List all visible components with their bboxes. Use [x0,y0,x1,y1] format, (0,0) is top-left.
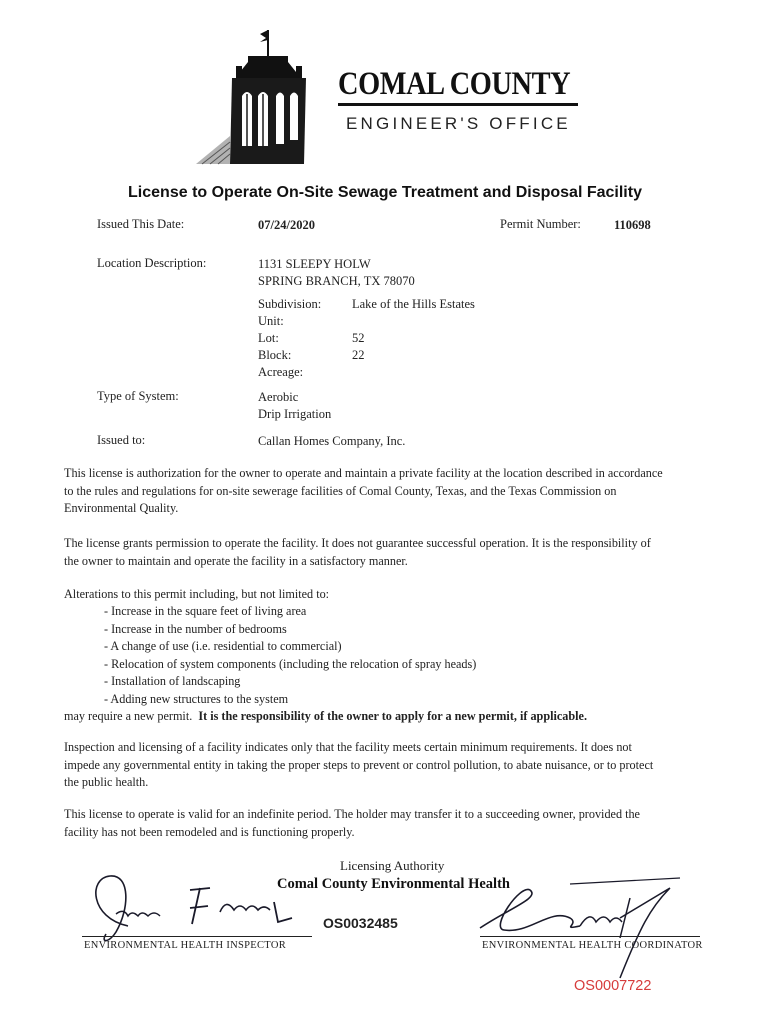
subdivision-value: Lake of the Hills Estates [352,297,475,311]
alterations-intro: Alterations to this permit including, but not limited to: [64,587,330,601]
system-type-line-1: Aerobic [258,390,299,404]
lot-value: 52 [352,331,365,345]
inspector-signature-line [82,936,312,937]
alterations-tail [64,708,664,726]
location-label: Location Description: [97,256,207,270]
system-type-label: Type of System: [97,389,179,403]
address-line-1: 1131 SLEEPY HOLW [258,257,371,271]
list-item: - A change of use (i.e. residential to commercial) [104,639,342,653]
licensing-authority-name: Comal County Environmental Health [277,876,510,892]
owner-responsibility-note: It is the responsibility of the owner to apply for a new permit, if applicable. [198,709,588,723]
list-item: - Increase in the number of bedrooms [104,621,287,636]
coordinator-caption: ENVIRONMENTAL HEALTH COORDINATOR [482,940,703,951]
permit-number-value: 110698 [614,218,651,232]
acreage-label: Acreage: [258,365,304,379]
list-item: - Increase in the square feet of living area [104,604,307,618]
inspector-caption: ENVIRONMENTAL HEALTH INSPECTOR [84,940,287,951]
inspector-code: OS0032485 [323,915,398,931]
list-item: - Relocation of system components (including the relocation of spray heads) [104,656,477,671]
system-type-line-2: Drip Irrigation [258,407,332,421]
address-line-2: SPRING BRANCH, TX 78070 [258,274,415,288]
issued-to-value: Callan Homes Company, Inc. [258,434,406,448]
coordinator-signature [470,868,710,988]
logo-divider [338,103,578,106]
courthouse-tower-icon [196,24,336,174]
permit-number-label: Permit Number: [500,217,581,231]
licensing-authority-label: Licensing Authority [340,858,445,873]
block-label: Block: [258,348,292,362]
coordinator-signature-line [480,936,700,937]
inspection-paragraph: Inspection and licensing of a facility indicates only that the facility meets certain minimum requirements. It does not impede any governmental entity in taking the proper steps to prevent or control pollution, to abate nuisance, or to protect the public health. [64,740,654,789]
unit-label: Unit: [258,314,284,328]
alterations-list [104,603,664,708]
subdivision-label: Subdivision: [258,297,322,311]
lot-label: Lot: [258,331,279,345]
validity-paragraph: This license to operate is valid for an indefinite period. The holder may transfer it to a succeeding owner, provided the facility has not been remodeled and is functioning properly. [64,807,640,839]
document-title: License to Operate On-Site Sewage Treatment and Disposal Facility [128,184,642,201]
authorization-paragraph: This license is authorization for the owner to operate and maintain a private facility at the location described in accordance to the rules and regulations for on-site sewerage facilities of Comal County, Texas, and the Texas Commission on Environmental Quality. [64,466,663,515]
coordinator-code: OS0007722 [574,978,652,994]
issued-date-label: Issued This Date: [97,217,185,231]
office-name: ENGINEER'S OFFICE [346,114,571,133]
issued-date-value: 07/24/2020 [258,218,315,232]
new-permit-note: may require a new permit. [64,709,193,723]
list-item: - Adding new structures to the system [104,691,289,706]
permission-paragraph: The license grants permission to operate the facility. It does not guarantee successful operation. It is the responsibility of the owner to maintain and operate the facility in a satisfactory manner. [64,536,651,568]
block-value: 22 [352,348,365,362]
list-item: - Installation of landscaping [104,674,241,688]
issued-to-label: Issued to: [97,433,146,447]
county-name: COMAL COUNTY [338,66,571,102]
